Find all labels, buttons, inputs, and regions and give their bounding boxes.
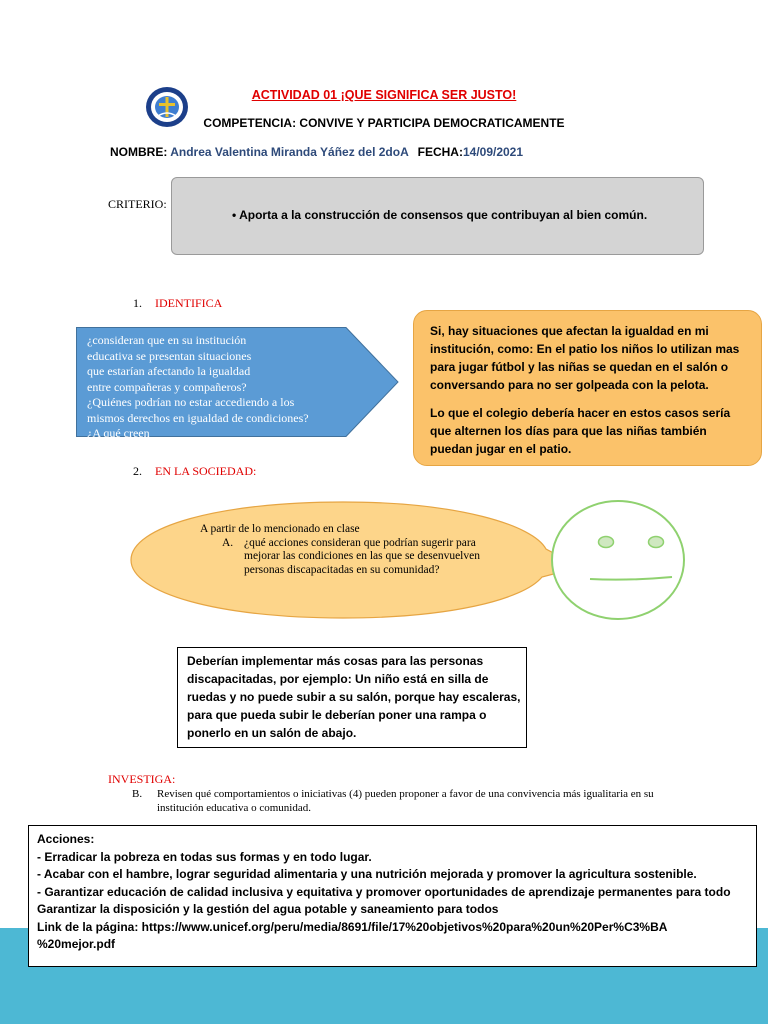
page-title: ACTIVIDAD 01 ¡QUE SIGNIFICA SER JUSTO! [251,88,517,102]
section1-number: 1. [133,296,142,310]
acciones-item: - Garantizar educación de calidad inclusiva y equitativa y promover oportunidades de aprendizaje permanentes para todo [37,884,731,899]
question-line: entre compañeras y compañeros? [87,379,247,394]
question-line: ¿consideran que en su institución [87,333,247,347]
acciones-content [37,831,753,954]
acciones-item: - Acabar con el hambre, lograr seguridad alimentaria y una nutrición mejorada y promover la agricultura sostenible. [37,867,697,881]
section2-number: 2. [133,464,142,478]
identifica-question [87,333,365,440]
acciones-title: Acciones: [37,832,95,846]
question-line: mismos derechos en igualdad de condiciones? [87,410,309,425]
acciones-link-line[interactable]: Link de la página: https://www.unicef.org/peru/media/8691/file/17%20objetivos%20para%20un%20Per%C3%BA [37,919,668,934]
bullet-marker: • [232,208,237,222]
question-line: educativa se presentan situaciones [87,348,252,363]
competencia-line: COMPETENCIA: CONVIVE Y PARTICIPA DEMOCRATICAMENTE [203,116,565,130]
criterio-label: CRITERIO: [108,197,167,211]
investiga-heading: INVESTIGA: [108,772,176,786]
smiley-icon [552,501,684,619]
section1-heading: IDENTIFICA [155,296,223,310]
fecha-label: FECHA: [417,145,463,159]
answer-paragraph-2: Lo que el colegio debería hacer en estos casos sería que alternen los días para que las niñas también puedan jugar en el patio. [430,406,731,456]
sociedad-answer: Deberían implementar más cosas para las personas discapacitadas, por ejemplo: Un niño está en silla de ruedas y no puede subir a su salón, porque hay escaleras, para que pueda subir le deberían poner una rampa o ponerlo en un salón de abajo. [187,654,521,740]
criterio-text [232,208,647,222]
investiga-question-text: Revisen qué comportamientos o iniciativas (4) pueden proponer a favor de una convivencia más igualitaria en su institución educativa o comunidad. [157,788,654,814]
acciones-item: - Erradicar la pobreza en todas sus formas y en todo lugar. [37,849,372,864]
answer-paragraph-1: Si, hay situaciones que afectan la igualdad en mi institución, como: En el patio los niños lo utilizan mas para jugar fútbol y las niñas se quedan en el salón o conversando para no ser golpeada con la pelota. [430,324,740,392]
bubble-intro: A partir de lo mencionado en clase [200,523,360,535]
acciones-link-line[interactable]: %20mejor.pdf [37,937,116,951]
section2-heading: EN LA SOCIEDAD: [155,464,257,478]
fecha-value: 14/09/2021 [462,145,524,159]
question-line: que estarían afectando la igualdad [87,364,251,378]
bubble-list-item [222,537,480,578]
criterio-statement: Aporta a la construcción de consensos que contribuyan al bien común. [239,208,648,222]
nombre-label: NOMBRE: [110,145,168,159]
investiga-question [132,788,692,815]
question-line: ¿A qué creen [87,426,150,440]
student-info-line [110,145,523,159]
question-line: ¿Quiénes podrían no estar accediendo a los [87,395,295,409]
bubble-question-text: ¿qué acciones consideran que podrían sugerir para mejorar las condiciones en las que se desenvuelven personas discapacitadas en su comunidad? [244,536,480,576]
list-marker: B. [132,788,143,800]
acciones-item: Garantizar la disposición y la gestión del agua potable y saneamiento para todos [37,902,499,916]
list-marker: A. [222,536,234,549]
nombre-value: Andrea Valentina Miranda Yáñez del 2doA [170,145,409,159]
bubble-question [200,523,480,577]
identifica-answer [430,322,748,468]
